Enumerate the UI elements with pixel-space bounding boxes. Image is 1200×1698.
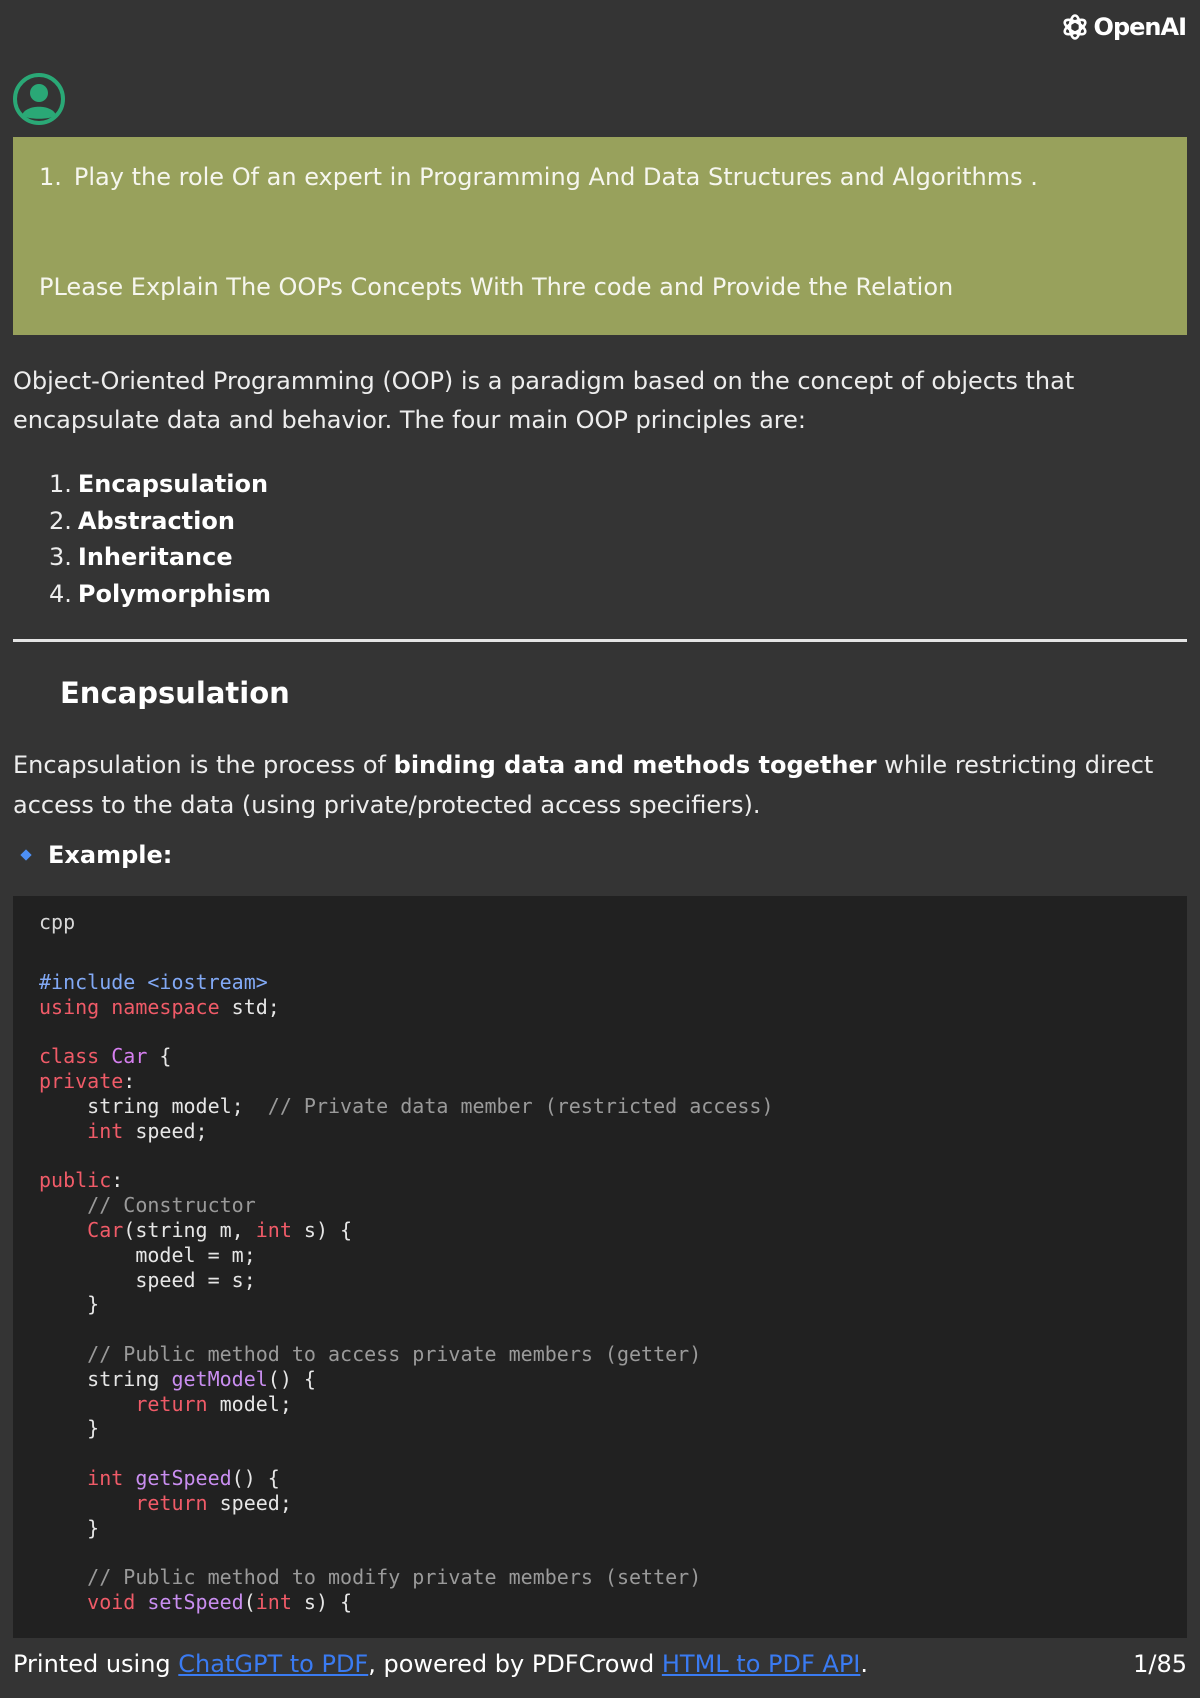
list-item: 1. Encapsulation [49, 470, 269, 498]
prompt-line1-text: Play the role Of an expert in Programming And Data Structures and Algorithms . [73, 163, 1038, 191]
horizontal-divider [13, 639, 1187, 642]
user-prompt-box [13, 137, 1187, 335]
blue-diamond-icon [20, 849, 31, 860]
html-to-pdf-api-link[interactable]: HTML to PDF API [661, 1650, 861, 1678]
section-heading: Encapsulation [60, 676, 290, 710]
print-footer: Printed using ChatGPT to PDF, powered by PDFCrowd HTML to PDF API. 1/85 [13, 1650, 1187, 1678]
code-block[interactable] [13, 896, 1187, 1638]
code-content[interactable]: #include <iostream> using namespace std; class Car { private: string model; // Private data member (restricted access) int speed; public: // Constructor Car(string m, int s) { model = m; speed = s; } // Public method to access private members (getter) string getModel() { return model; } int getSpeed() { return speed; } // Public method to modify private members (setter) void setSpeed(int s) { [39, 970, 774, 1614]
response-intro: Object-Oriented Programming (OOP) is a paradigm based on the concept of objects that encapsulate data and behavior. The four main OOP principles are: [13, 367, 1075, 434]
prompt-line2-text: PLease Explain The OOPs Concepts With Thre code and Provide the Relation [39, 273, 954, 301]
principle-label: Polymorphism [77, 579, 271, 608]
page-number: 1/85 [1133, 1650, 1187, 1678]
principle-label: Encapsulation [77, 470, 269, 498]
principle-label: Abstraction [77, 506, 235, 535]
code-language-label: cpp [39, 910, 76, 934]
principles-list [49, 466, 271, 612]
principle-label: Inheritance [77, 543, 233, 571]
encapsulation-paragraph: Encapsulation is the process of binding data and methods together while restricting direct access to the data (using private/protected access specifiers). [13, 751, 1154, 819]
example-heading [22, 841, 172, 869]
encap-bold-phrase: binding data and methods together [393, 751, 877, 779]
chatgpt-to-pdf-link[interactable]: ChatGPT to PDF [178, 1650, 369, 1678]
list-item: 4. Polymorphism [49, 579, 271, 608]
user-avatar-icon [12, 72, 66, 126]
openai-brand [1060, 12, 1186, 42]
list-item: 2. Abstraction [49, 506, 235, 535]
prompt-list-item [39, 163, 1038, 191]
prompt-list-number: 1. [39, 163, 62, 191]
example-label: Example: [48, 841, 173, 869]
openai-logo-icon [1060, 12, 1090, 42]
list-item: 3. Inheritance [49, 543, 233, 571]
openai-wordmark: OpenAI [1093, 13, 1186, 41]
